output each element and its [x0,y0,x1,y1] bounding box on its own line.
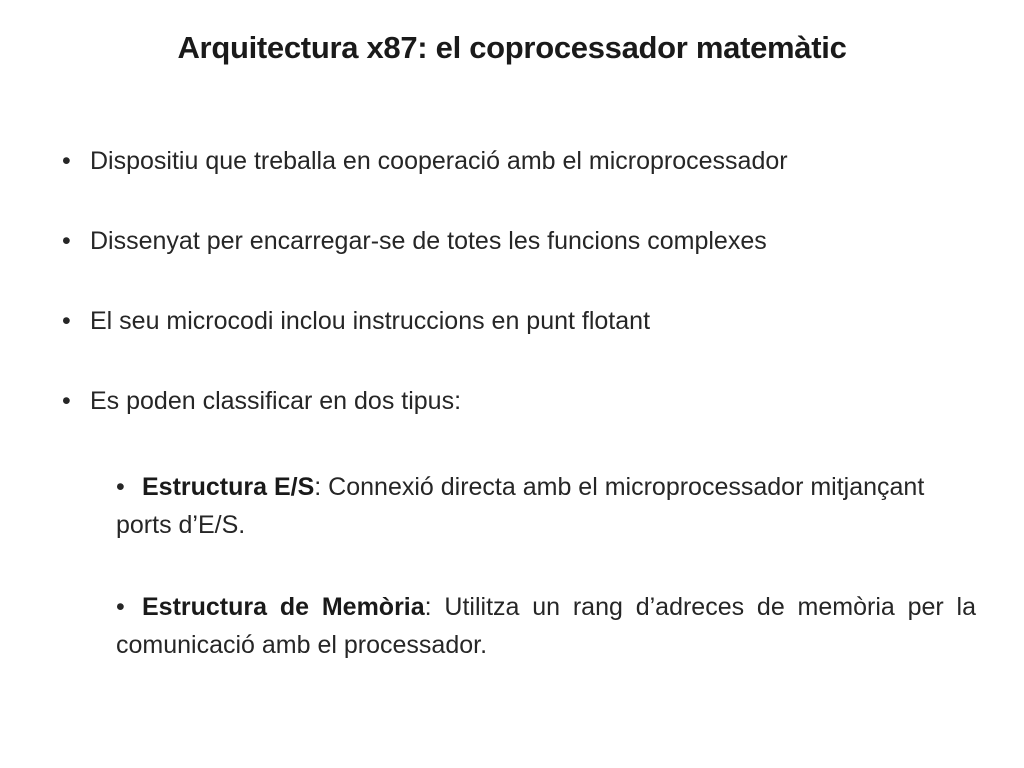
sub-bullet-item [116,469,976,544]
bullet-dot: • [62,227,71,255]
bullet-dot: • [62,307,71,335]
bullet-text: El seu microcodi inclou instruccions en punt flotant [90,307,651,335]
sub-bullet-item [116,589,976,664]
sub-bullet-text: : Connexió directa amb el microprocessador mitjançant ports d’E/S. [116,473,925,539]
bullet-dot: • [62,387,71,415]
sub-bullet-term: Estructura E/S [142,473,315,501]
sub-bullet-term: Estructura de Memòria [142,593,425,621]
bullet-text: Dissenyat per encarregar-se de totes les funcions complexes [90,227,767,255]
slide-title: Arquitectura x87: el coprocessador matemàtic [177,30,847,65]
bullet-item [62,306,650,336]
bullet-item [62,226,767,256]
bullet-item [62,386,461,416]
sub-bullet-dot: • [116,593,125,621]
bullet-text: Dispositiu que treballa en cooperació amb el microprocessador [90,147,788,175]
bullet-dot: • [62,147,71,175]
bullet-text: Es poden classificar en dos tipus: [90,387,462,415]
bullet-item [62,146,788,176]
sub-bullet-text: : Utilitza un rang d’adreces de memòria per la comunicació amb el processador. [116,593,976,659]
sub-bullet-dot: • [116,473,125,501]
